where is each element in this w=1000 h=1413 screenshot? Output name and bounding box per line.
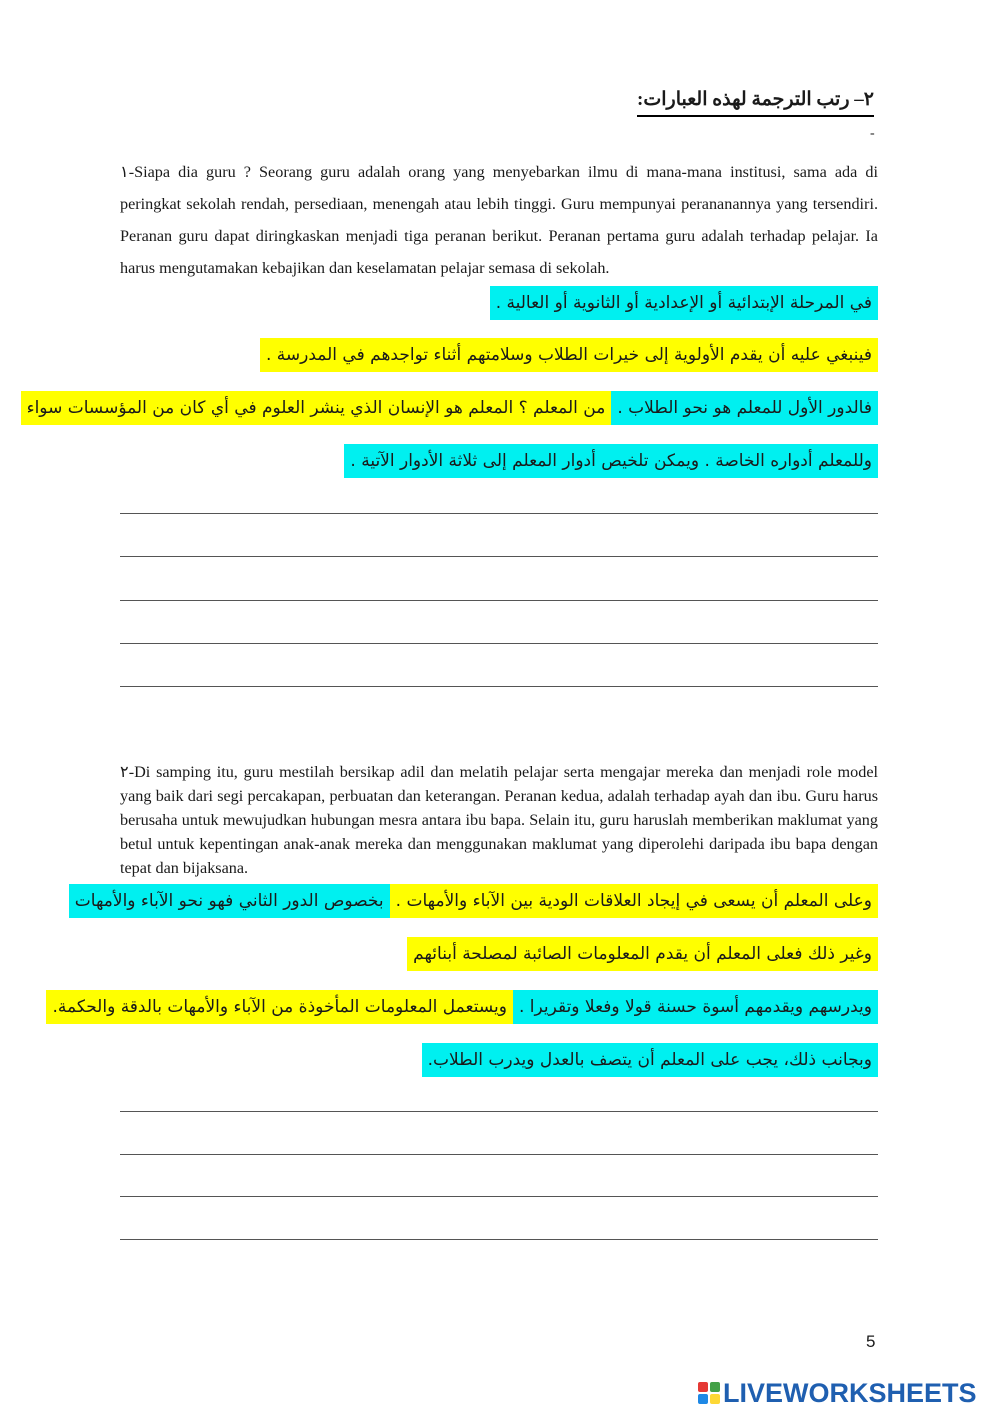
answer-line-3[interactable] (120, 600, 878, 601)
answer-line-5[interactable] (120, 686, 878, 687)
section1-option-3a[interactable]: فالدور الأول للمعلم هو نحو الطلاب . (611, 391, 878, 425)
brand-name: LIVEWORKSHEETS (723, 1377, 977, 1408)
section1-option-row-2 (260, 338, 878, 372)
logo-grid-icon (698, 1382, 720, 1404)
dash-mark: - (870, 126, 875, 141)
logo-square-yellow (710, 1394, 720, 1404)
answer-line-6[interactable] (120, 1111, 878, 1112)
section1-malay-paragraph: ١-Siapa dia guru ? Seorang guru adalah orang yang menyebarkan ilmu di mana-mana institusi, sama ada di peringkat sekolah rendah, persediaan, menengah atau lebih tinggi. Guru mempunyai perananannya yang tersendiri. Peranan guru dapat diringkaskan menjadi tiga peranan berikut. Peranan pertama guru adalah terhadap pelajar. Ia harus mengutamakan kebajikan dan keselamatan pelajar semasa di sekolah. (120, 163, 878, 277)
section1-option-row-1 (490, 286, 878, 320)
section2-option-row-2 (407, 937, 878, 971)
answer-line-8[interactable] (120, 1196, 878, 1197)
section2-option-1b[interactable]: بخصوص الدور الثاني فهو نحو الآباء والأمهات (69, 884, 390, 918)
section1-option-1[interactable]: في المرحلة الإبتدائية أو الإعدادية أو الثانوية أو العالية . (490, 286, 878, 320)
section2-option-3b[interactable]: ويستعمل المعلومات المأخوذة من الآباء والأمهات بالدقة والحكمة. (46, 990, 512, 1024)
section2-option-3a[interactable]: ويدرسهم ويقدمهم أسوة حسنة قولا وفعلا وتقريرا . (513, 990, 878, 1024)
answer-line-9[interactable] (120, 1239, 878, 1240)
answer-line-2[interactable] (120, 556, 878, 557)
section2-option-2[interactable]: وغير ذلك فعلى المعلم أن يقدم المعلومات الصائبة لمصلحة أبنائهم (407, 937, 878, 971)
logo-square-red (698, 1382, 708, 1392)
exercise-title: ٢– رتب الترجمة لهذه العبارات: (637, 88, 874, 117)
section2-option-row-1 (69, 884, 878, 918)
section2-option-1a[interactable]: وعلى المعلم أن يسعى في إيجاد العلاقات الودية بين الآباء والأمهات . (390, 884, 878, 918)
answer-line-1[interactable] (120, 513, 878, 514)
logo-square-blue (698, 1394, 708, 1404)
section1-option-row-3 (21, 391, 878, 425)
answer-line-4[interactable] (120, 643, 878, 644)
section1-option-2[interactable]: فينبغي عليه أن يقدم الأولوية إلى خيرات الطلاب وسلامتهم أثناء تواجدهم في المدرسة . (260, 338, 878, 372)
section1-option-3b[interactable]: من المعلم ؟ المعلم هو الإنسان الذي ينشر العلوم في أي كان من المؤسسات سواء (21, 391, 612, 425)
answer-line-7[interactable] (120, 1154, 878, 1155)
section2-option-row-4 (422, 1043, 878, 1077)
section1-option-row-4 (344, 444, 878, 478)
section2-option-row-3 (46, 990, 878, 1024)
logo-square-green (710, 1382, 720, 1392)
section2-malay-paragraph: ٢-Di samping itu, guru mestilah bersikap adil dan melatih pelajar serta mengajar mereka dan menjadi role model yang baik dari segi percakapan, perbuatan dan keterangan. Peranan kedua, adalah terhadap ayah dan ibu. Guru harus berusaha untuk mewujudkan hubungan mesra antara ibu bapa. Selain itu, guru haruslah memberikan maklumat yang betul untuk kepentingan anak-anak mereka dan menggunakan maklumat yang diperolehi daripada ibu bapa dengan tepat dan bijaksana. (120, 763, 878, 877)
section1-option-4[interactable]: وللمعلم أدواره الخاصة . ويمكن تلخيص أدوار المعلم إلى ثلاثة الأدوار الآتية . (344, 444, 878, 478)
page-number: 5 (866, 1332, 876, 1351)
section2-option-4[interactable]: وبجانب ذلك، يجب على المعلم أن يتصف بالعدل ويدرب الطلاب. (422, 1043, 878, 1077)
liveworksheets-logo (698, 1378, 977, 1408)
